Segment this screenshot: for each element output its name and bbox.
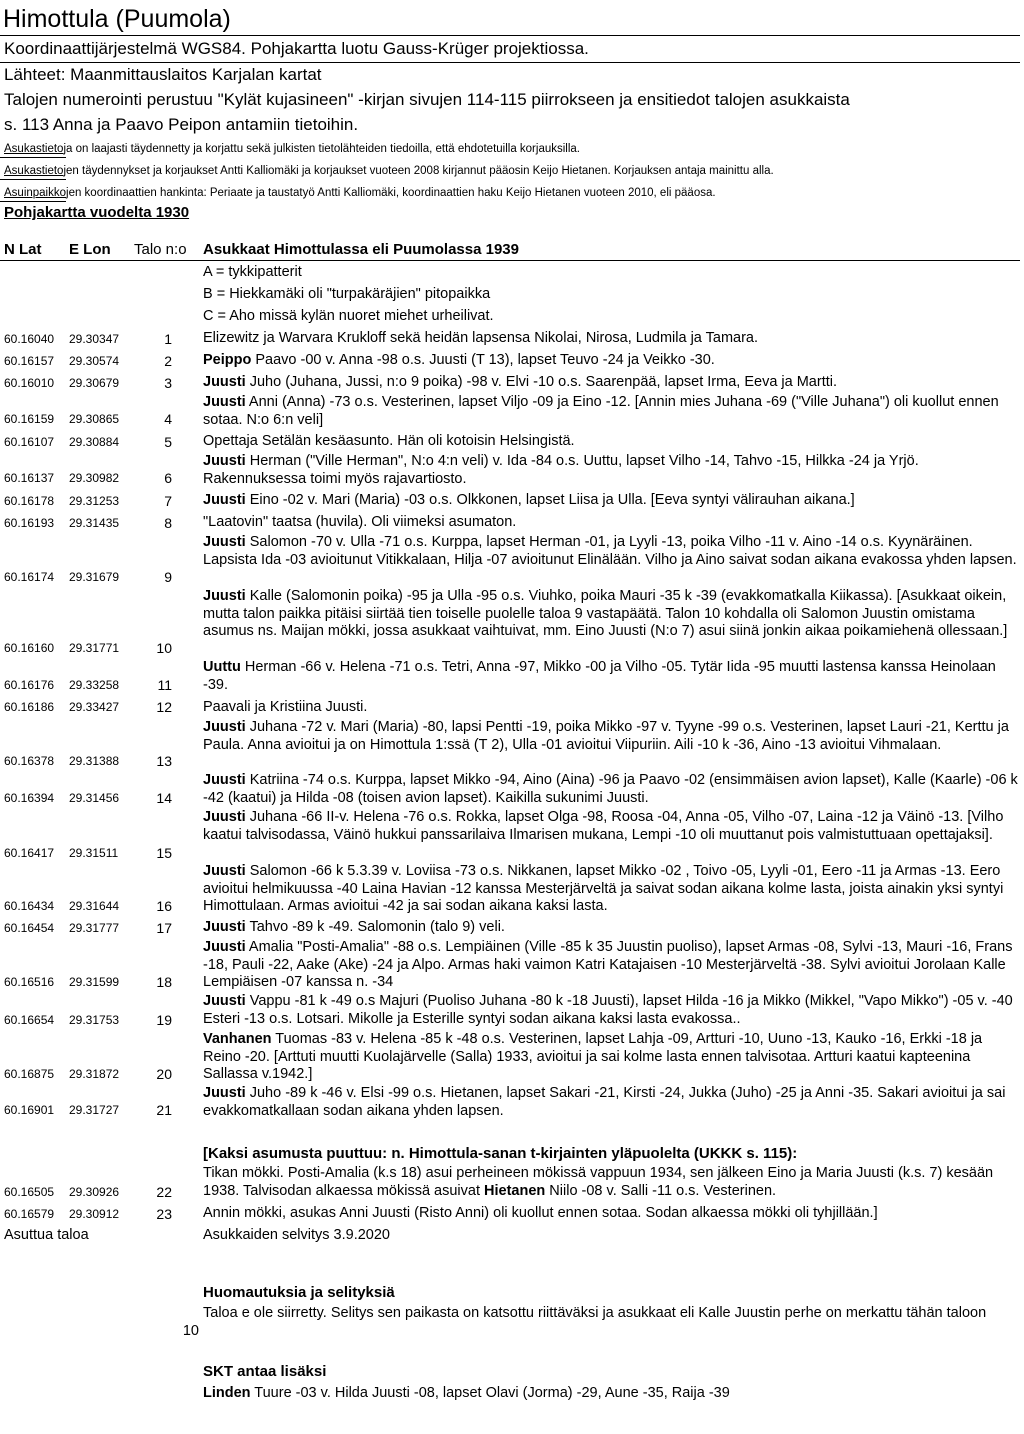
family-name: Juusti — [203, 772, 246, 788]
page-title: Himottula (Puumola) — [3, 5, 231, 33]
skt-text: Linden Tuure -03 v. Hilda Juusti -08, lapset Olavi (Jorma) -29, Aune -35, Raija -39 — [203, 1385, 730, 1401]
house-lat: 60.16160 — [4, 641, 55, 655]
family-name: Uuttu — [203, 659, 241, 675]
house-22-lat: 60.16505 — [4, 1185, 55, 1199]
residents-text: Tuomas -83 v. Helena -85 k -48 o.s. Vesterinen, lapset Lahja -09, Artturi -10, Uuno -13, Kauko -16, Erkki -18 ja Reino -20. [Arttuti muutti Kuolajärvelle (Salla) 1933, avioitui ja sai kolme lasta ennen talvisotaa. Artturi kaatui kapteenina Sallassa v.1942.] — [203, 1031, 983, 1082]
footer-right: Asukkaiden selvitys 3.9.2020 — [203, 1227, 390, 1243]
remarks-house-no: 10 — [182, 1323, 199, 1339]
divider — [0, 179, 66, 180]
header-house-no: Talo n:o — [134, 241, 187, 258]
house-lon: 29.31456 — [69, 791, 120, 805]
house-lon: 29.31388 — [69, 754, 120, 768]
house-lat: 60.16516 — [4, 975, 55, 989]
house-number: 19 — [156, 1012, 172, 1028]
house-number: 16 — [156, 898, 172, 914]
residents-text: Juhana -72 v. Mari (Maria) -80, lapsi Pentti -19, poika Mikko -97 v. Tyyne -99 o.s. Vesterinen, lapset Lauri -21, Kerttu ja Paula. Anna avioitui ja on Himottula 1:ssä (T 2), Ulla -01 avioitui Viipuriin. Aili -10 k -36, Aino -13 avioitui Vihmalaan. — [203, 719, 1009, 753]
house-number: 14 — [156, 790, 172, 806]
house-residents — [203, 659, 1021, 694]
remarks-header: Huomautuksia ja selityksiä — [203, 1284, 395, 1301]
family-name: Juusti — [203, 809, 246, 825]
family-name: Juusti — [203, 394, 246, 410]
house-lon: 29.30884 — [69, 435, 120, 449]
house-residents — [203, 699, 1021, 717]
house-residents — [203, 514, 1021, 532]
house-lat: 60.16193 — [4, 516, 55, 530]
header-residents: Asukkaat Himottulassa eli Puumolassa 1939 — [203, 241, 519, 258]
residents-text: Elizewitz ja Warvara Krukloff sekä heidän lapsensa Nikolai, Nirosa, Ludmila ja Tamara. — [203, 330, 759, 346]
sources-line: Talojen numerointi perustuu "Kylät kujasineen" -kirjan sivujen 114-115 piirrokseen ja ensitiedot talojen asukkaista — [4, 90, 850, 109]
family-name: Vanhanen — [203, 1031, 272, 1047]
family-name: Juusti — [203, 939, 246, 955]
house-residents — [203, 433, 1021, 451]
family-name: Juusti — [203, 919, 246, 935]
house-lat: 60.16137 — [4, 471, 55, 485]
house-lat: 60.16178 — [4, 494, 55, 508]
house-lon: 29.30679 — [69, 376, 120, 390]
house-lon: 29.31777 — [69, 921, 120, 935]
house-number: 8 — [164, 515, 172, 531]
house-number: 15 — [156, 845, 172, 861]
house-residents — [203, 993, 1021, 1028]
source-note: Asuinpaikkojen koordinaattien hankinta: Periaate ja taustatyö Antti Kalliomäki, koordinaattien haku Keijo Hietanen vuoteen 2010, eli pääosa. — [4, 187, 716, 199]
house-lat: 60.16378 — [4, 754, 55, 768]
residents-text: Vappu -81 k -49 o.s Majuri (Puoliso Juhana -80 k -18 Juusti), lapset Hilda -16 ja Mikko (Mikkel, "Vapo Mikko") -05 v. -40 Esteri -13 o.s. Lotsari. Mikolle ja Esterille syntyi sodan aikana kaksi lasta evakossa.. — [203, 993, 1013, 1027]
house-residents — [203, 1031, 1021, 1084]
house-lat: 60.16901 — [4, 1103, 55, 1117]
residents-text: Anni (Anna) -73 o.s. Vesterinen, lapset Viljo -09 ja Eino -12. [Annin mies Juhana -69 ("Ville Juhana") oli kuollut ennen sotaa. N:o 6:n veli] — [203, 394, 999, 428]
house-lon: 29.31599 — [69, 975, 120, 989]
house-lat: 60.16394 — [4, 791, 55, 805]
house-number: 17 — [156, 920, 172, 936]
house-residents — [203, 352, 1021, 370]
house-residents — [203, 534, 1021, 569]
missing-houses-header: [Kaksi asumusta puuttuu: n. Himottula-sanan t-kirjainten yläpuolelta (UKKK s. 115): — [203, 1145, 798, 1162]
family-name: Juusti — [203, 534, 246, 550]
header-lat: N Lat — [4, 241, 42, 258]
family-name: Juusti — [203, 993, 246, 1009]
residents-text: Paavo -00 v. Anna -98 o.s. Juusti (T 13), lapset Teuvo -24 ja Veikko -30. — [251, 352, 715, 368]
house-number: 20 — [156, 1066, 172, 1082]
house-lat: 60.16107 — [4, 435, 55, 449]
house-lon: 29.33258 — [69, 678, 120, 692]
house-residents — [203, 588, 1021, 641]
residents-text: Herman ("Ville Herman", N:o 4:n veli) v. Ida -84 o.s. Uuttu, lapset Vilho -14, Tahvo -15, Hilkka -24 ja Yrjö. Rakennuksessa toimi myös rajavartiosto. — [203, 453, 919, 487]
divider — [0, 201, 66, 202]
house-lon: 29.33427 — [69, 700, 120, 714]
residents-text: Juho -89 k -46 v. Elsi -99 o.s. Hietanen, lapset Sakari -21, Kirsti -24, Jukka (Juho) -25 ja Anni -35. Sakari avioitui ja sai evakkomatkallaan sodan aikana yhden lapsen. — [203, 1085, 1006, 1119]
house-23-no: 23 — [156, 1206, 172, 1222]
base-map-label: Pohjakartta vuodelta 1930 — [4, 204, 190, 221]
house-number: 11 — [157, 677, 172, 693]
divider — [0, 157, 66, 158]
house-residents — [203, 719, 1021, 754]
residents-text: Tahvo -89 k -49. Salomonin (talo 9) veli. — [245, 919, 505, 935]
family-name: Juusti — [203, 453, 246, 469]
house-residents — [203, 809, 1021, 844]
residents-text: Opettaja Setälän kesäasunto. Hän oli kotoisin Helsingistä. — [203, 433, 575, 449]
house-number: 6 — [164, 470, 172, 486]
footer-left: Asuttua taloa — [4, 1227, 89, 1243]
house-number: 18 — [156, 974, 172, 990]
house-lat: 60.16454 — [4, 921, 55, 935]
house-residents — [203, 772, 1021, 807]
family-name: Juusti — [203, 1085, 246, 1101]
house-residents — [203, 492, 1021, 510]
house-number: 3 — [164, 375, 172, 391]
house-lat: 60.16174 — [4, 570, 55, 584]
house-residents — [203, 394, 1021, 429]
house-number: 5 — [164, 434, 172, 450]
house-lat: 60.16010 — [4, 376, 55, 390]
house-lat: 60.16654 — [4, 1013, 55, 1027]
house-lon: 29.31872 — [69, 1067, 120, 1081]
source-note: Asukastietoja on laajasti täydennetty ja korjattu sekä julkisten tietolähteiden tiedoilla, että ehdotetuilla korjauksilla. — [4, 143, 580, 155]
house-23-lon: 29.30912 — [69, 1207, 120, 1221]
house-number: 12 — [156, 699, 172, 715]
header-lon: E Lon — [69, 241, 111, 258]
house-residents — [203, 453, 1021, 488]
legend-item: A = tykkipatterit — [203, 264, 302, 280]
house-lon: 29.31435 — [69, 516, 120, 530]
house-number: 13 — [156, 753, 172, 769]
house-number: 21 — [156, 1102, 172, 1118]
subtitle: Koordinaattijärjestelmä WGS84. Pohjakartta luotu Gauss-Krüger projektiossa. — [4, 39, 589, 58]
residents-text: Amalia "Posti-Amalia" -88 o.s. Lempiäinen (Ville -85 k 35 Juustin puoliso), lapset Armas -08, Sylvi -13, Mauri -16, Frans -18, Pauli -22, Aake (Ake) -24 ja Alpo. Armas haki vaimon Katri Katajaisen -10 Mesterjärveltä -38. Sylvi avioitui Jorolaan Kalle Lempiäisen -07 kanssa n. -34 — [203, 939, 1013, 990]
family-name: Juusti — [203, 863, 246, 879]
house-lon: 29.30865 — [69, 412, 120, 426]
house-residents — [203, 919, 1021, 937]
family-name: Juusti — [203, 492, 246, 508]
house-lat: 60.16176 — [4, 678, 55, 692]
house-lon: 29.31753 — [69, 1013, 120, 1027]
house-lat: 60.16159 — [4, 412, 55, 426]
house-22-no: 22 — [156, 1184, 172, 1200]
house-residents — [203, 863, 1021, 916]
house-lat: 60.16186 — [4, 700, 55, 714]
house-residents — [203, 1085, 1021, 1120]
residents-text: Salomon -70 v. Ulla -71 o.s. Kurppa, lapset Herman -01, ja Lyyli -13, poika Vilho -11 v. Aino -14 o.s. Kyynäräinen. Lapsista Ida -03 avioitunut Vitikkalaan, Hilja -07 avioitunut Elinälään. Vilho ja Aino saivat sodan aikana evakossa yhden lapsen. — [203, 534, 1017, 568]
house-lon: 29.31644 — [69, 899, 120, 913]
house-lon: 29.31253 — [69, 494, 120, 508]
family-name: Peippo — [203, 352, 252, 368]
residents-text: "Laatovin" taatsa (huvila). Oli viimeksi asumaton. — [203, 514, 517, 530]
residents-text: Herman -66 v. Helena -71 o.s. Tetri, Anna -97, Mikko -00 ja Vilho -05. Tytär Iida -95 muutti lastensa kanssa Heinolaan -39. — [203, 659, 996, 693]
legend-item: B = Hiekkamäki oli "turpakäräjien" pitopaikka — [203, 286, 491, 302]
house-23-text: Annin mökki, asukas Anni Juusti (Risto Anni) oli kuollut ennen sotaa. Sodan alkaessa mökki oli tyhjillään.] — [203, 1205, 878, 1221]
sources-line: Lähteet: Maanmittauslaitos Karjalan kartat — [4, 65, 322, 84]
house-number: 2 — [164, 353, 172, 369]
house-number: 10 — [156, 640, 172, 656]
residents-text: Salomon -66 k 5.3.39 v. Loviisa -73 o.s. Nikkanen, lapset Mikko -02 , Toivo -05, Lyyli -01, Eero -11 ja Armas -13. Eero avioitui helmikuussa -40 Laina Havian -12 kanssa Mesterjärveltä ja saivat sodan aikana kolme lasta, joista ainakin yksi syntyi Himottulaan. Armas avioitui -42 ja sai sodan aikana kaksi lasta. — [203, 863, 1004, 914]
divider — [0, 35, 1020, 36]
residents-text: Juho (Juhana, Jussi, n:o 9 poika) -98 v. Elvi -10 o.s. Saarenpää, lapset Irma, Eeva ja Martti. — [245, 374, 838, 390]
family-name: Juusti — [203, 588, 246, 604]
sources-line: s. 113 Anna ja Paavo Peipon antamiin tietoihin. — [4, 115, 359, 134]
house-lat: 60.16875 — [4, 1067, 55, 1081]
house-residents — [203, 374, 1021, 392]
source-note: Asukastietojen täydennykset ja korjaukset Antti Kalliomäki ja korjaukset vuoteen 2008 kirjannut pääosin Keijo Hietanen. Korjauksen antaja mainittu alla. — [4, 165, 774, 177]
residents-text: Paavali ja Kristiina Juusti. — [203, 699, 368, 715]
house-23-lat: 60.16579 — [4, 1207, 55, 1221]
house-lat: 60.16157 — [4, 354, 55, 368]
legend-item: C = Aho missä kylän nuoret miehet urheilivat. — [203, 308, 494, 324]
house-lon: 29.30982 — [69, 471, 120, 485]
house-22-text: Tikan mökki. Posti-Amalia (k.s 18) asui perheineen mökissä vappuun 1934, sen jälkeen Eino ja Maria Juusti (k.s. 7) kesään 1938. Talvisodan alkaessa mökissä asuivat Hietanen Niilo -08 v. Salli -11 o.s. Vesterinen. — [203, 1165, 994, 1199]
house-number: 9 — [164, 569, 172, 585]
house-lat: 60.16417 — [4, 846, 55, 860]
house-lat: 60.16434 — [4, 899, 55, 913]
house-lon: 29.31771 — [69, 641, 120, 655]
house-number: 1 — [164, 331, 172, 347]
family-name: Juusti — [203, 374, 246, 390]
house-residents — [203, 939, 1021, 992]
residents-text: Katriina -74 o.s. Kurppa, lapset Mikko -94, Aino (Aina) -96 ja Paavo -02 (ensimmäisen avion lapset), Kalle (Kaarle) -06 k -42 (kaatui) ja Hilda -08 (toisen avion lapset). Kaikilla sukunimi Juusti. — [203, 772, 1018, 806]
house-lon: 29.31511 — [69, 846, 119, 860]
house-lon: 29.30574 — [69, 354, 120, 368]
divider — [0, 260, 1020, 261]
house-number: 4 — [164, 411, 172, 427]
residents-text: Juhana -66 II-v. Helena -76 o.s. Rokka, lapset Olga -98, Roosa -04, Anna -05, Vilho -07, Laina -12 ja Väinö -13. [Vilho kaatui talvisodassa, Väinö hukkui panssarilaiva Ilmarisen mukana, Lempi -10 oli muuttanut pois valmistuttuaan opettajaksi]. — [203, 809, 1004, 843]
residents-text: Kalle (Salomonin poika) -95 ja Ulla -95 o.s. Viuhko, poika Mauri -35 k -39 (evakkomatkalla Kiikassa). [Asukkaat oikein, mutta talon paikka pitäisi siirtää tien toiselle puolelle taloa 9 vastapäätä. Talon 10 kohdalla oli Salomon Juustin omistama asumus ns. Maijan mökki, jossa asukkaat vaihtuivat, mm. Eino Juusti (N:o 7) asui siinä jonkin aikaa poikamiehenä ollessaan.] — [203, 588, 1008, 639]
house-residents — [203, 330, 1021, 348]
residents-text: Eino -02 v. Mari (Maria) -03 o.s. Olkkonen, lapset Liisa ja Ulla. [Eeva syntyi välirauhan aikana.] — [245, 492, 855, 508]
house-lon: 29.31727 — [69, 1103, 120, 1117]
skt-header: SKT antaa lisäksi — [203, 1363, 327, 1380]
house-number: 7 — [164, 493, 172, 509]
house-lat: 60.16040 — [4, 332, 55, 346]
house-lon: 29.31679 — [69, 570, 120, 584]
family-name: Juusti — [203, 719, 246, 735]
house-22-lon: 29.30926 — [69, 1185, 120, 1199]
house-lon: 29.30347 — [69, 332, 120, 346]
remarks-text: Taloa e ole siirretty. Selitys sen paikasta on katsottu riittäväksi ja asukkaat eli Kalle Juustin perhe on merkattu tähän taloon — [203, 1305, 987, 1321]
divider — [0, 62, 1020, 63]
